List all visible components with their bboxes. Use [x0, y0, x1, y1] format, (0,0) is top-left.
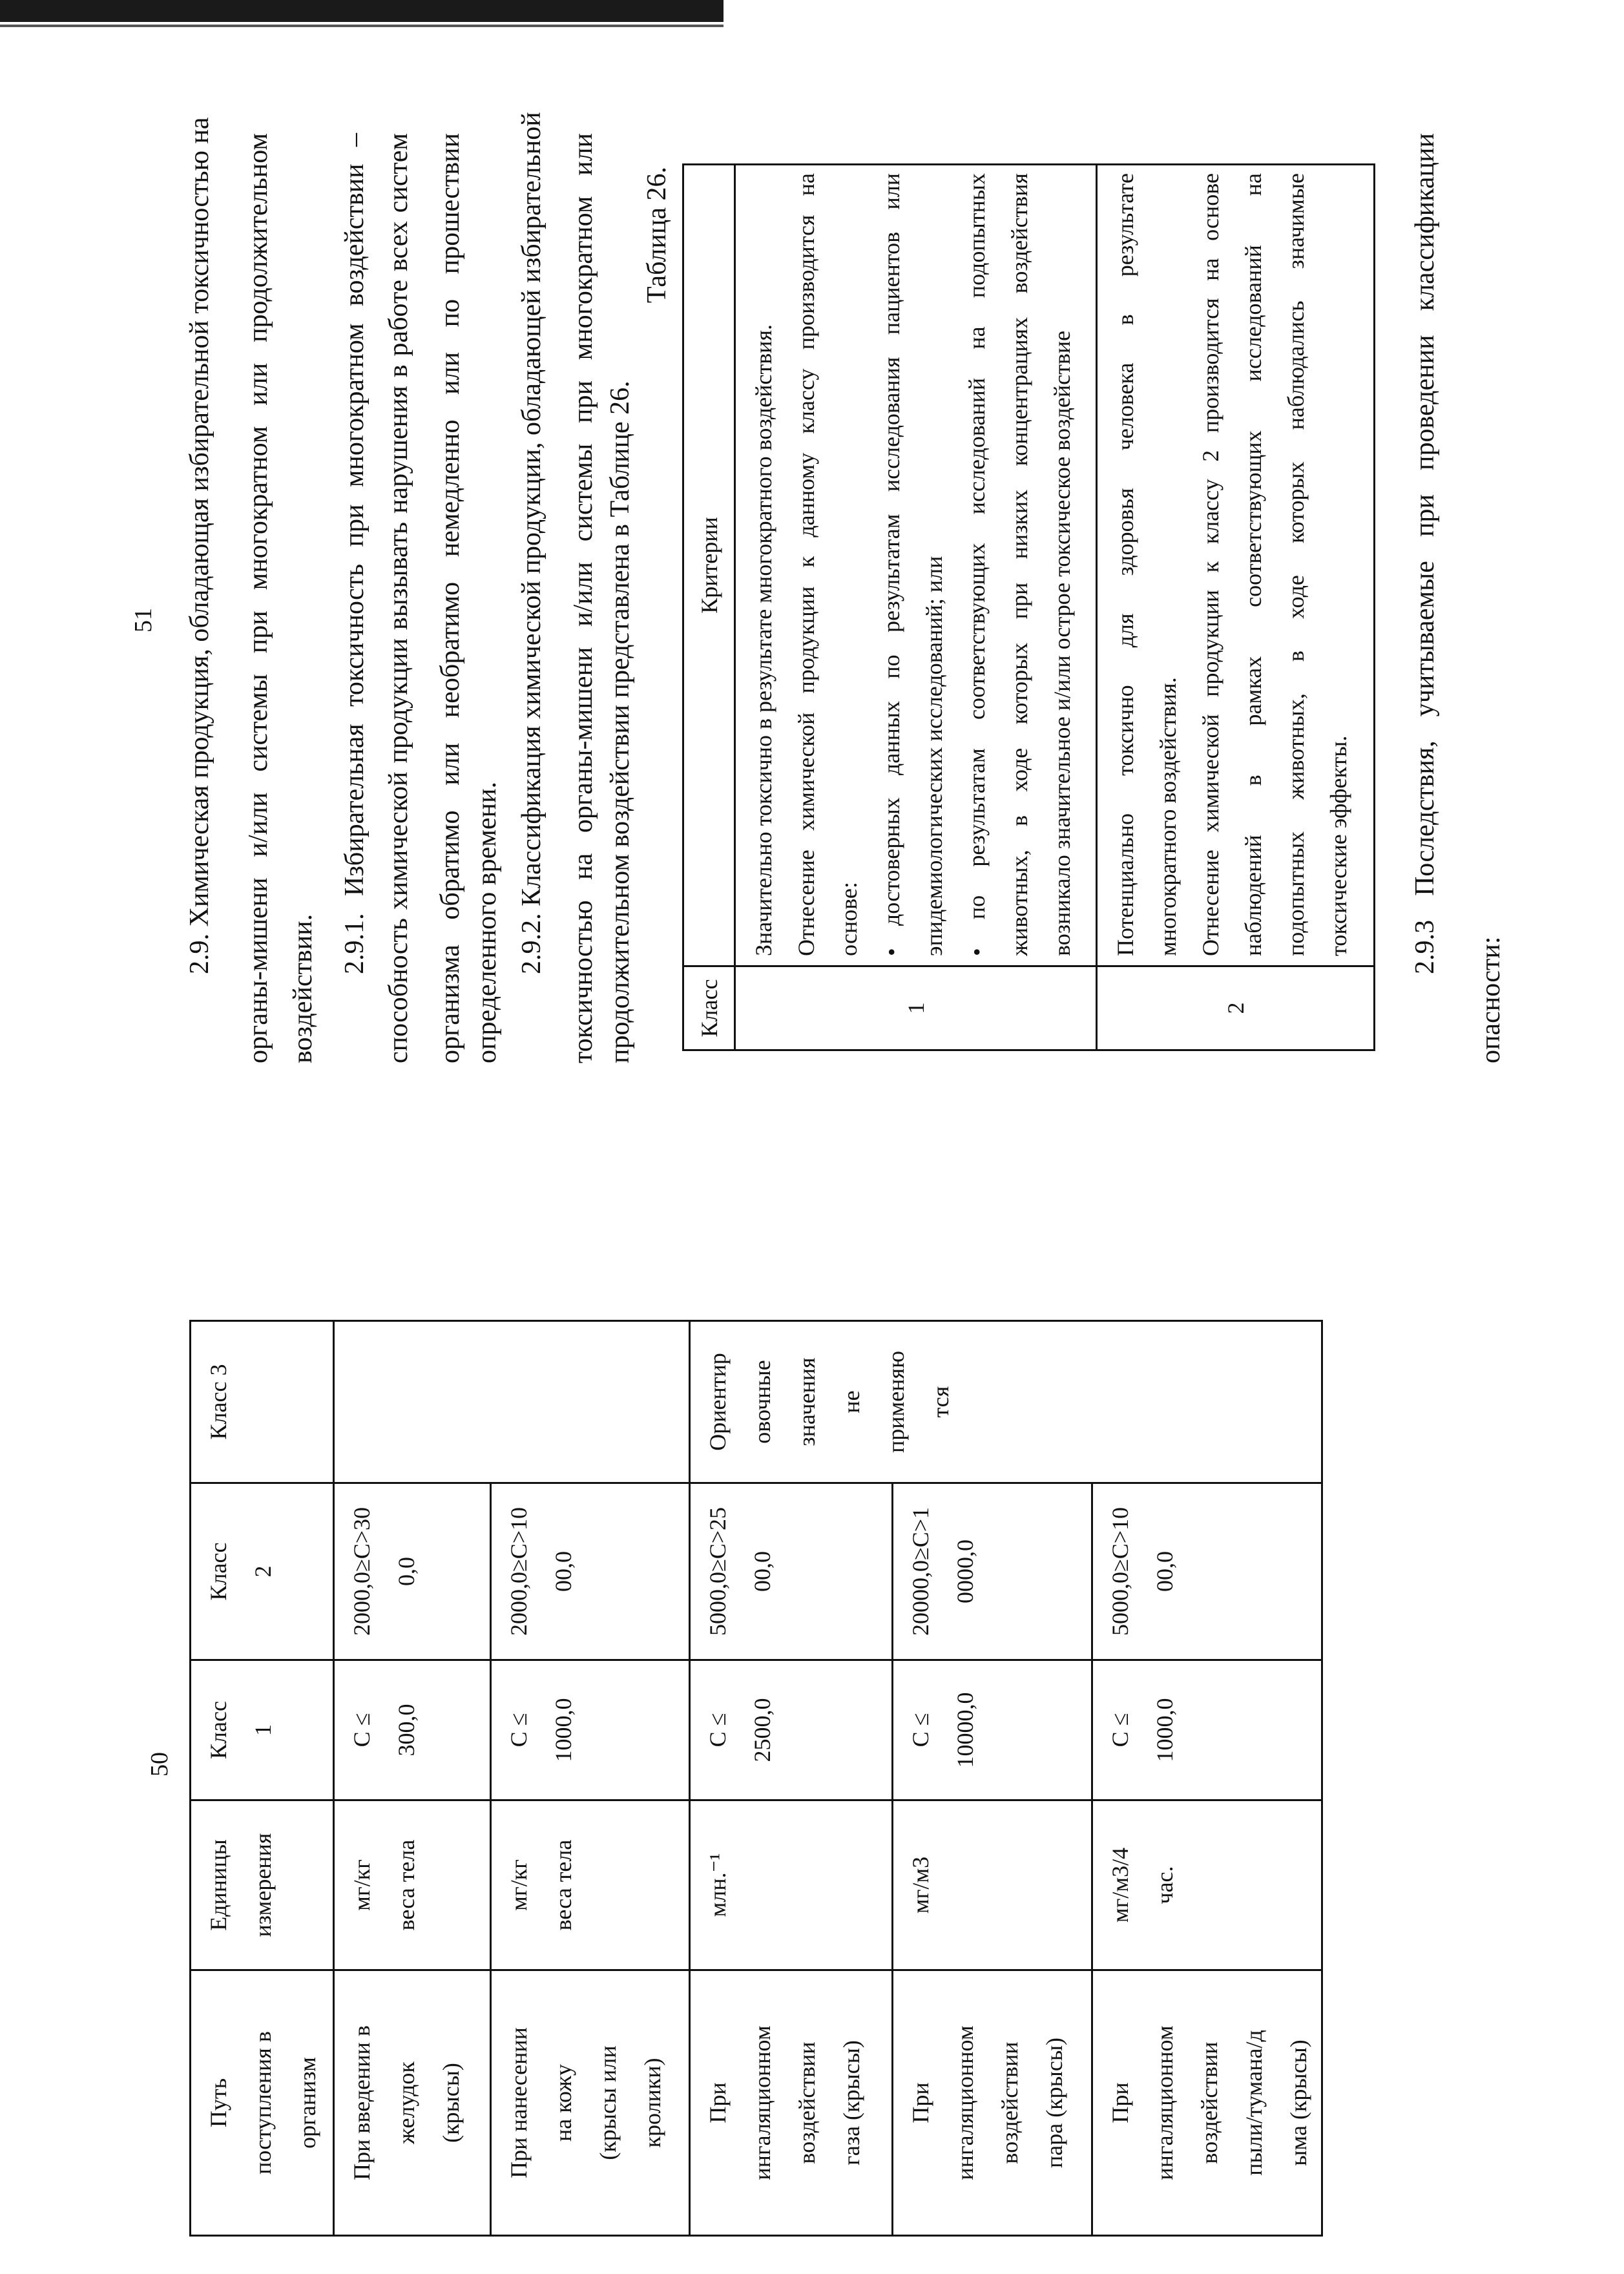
criteria-line: Значительно токсично в результате многократного воздействия.	[751, 324, 776, 956]
cell-text: применяю	[883, 1351, 909, 1454]
table-row	[690, 1321, 893, 2236]
table-caption: Таблица 26.	[642, 167, 672, 304]
criteria-line: наблюдений в рамках соответствующих исследований на	[1240, 173, 1266, 956]
cell-text: При нанесении	[506, 2027, 532, 2178]
table-row	[735, 165, 1097, 1050]
class3-note-cell	[690, 1321, 1322, 1483]
cell-text: пыли/тумана/д	[1241, 2030, 1267, 2176]
cell-text: 00,0	[550, 1551, 576, 1592]
criteria-line: • по результатам соответствующих исследований на подопытных	[964, 173, 990, 956]
cell-text: 300,0	[393, 1704, 419, 1757]
criteria-line: Отнесение химической продукции к классу 2 производится на основе	[1198, 173, 1223, 956]
unit-cell	[334, 1800, 491, 1970]
header-route	[191, 1970, 334, 2236]
cell-text: ингаляционном	[749, 2025, 775, 2180]
cell-text: При	[705, 2082, 731, 2123]
header-text: 1	[250, 1724, 276, 1736]
class2-cell	[1092, 1483, 1322, 1660]
route-cell	[1092, 1970, 1322, 2236]
cell-text: 2000,0≥C>10	[506, 1507, 532, 1636]
cell-text: 10000,0	[952, 1692, 978, 1768]
cell-text: 2000,0≥C>30	[349, 1507, 375, 1636]
paragraph-line: 2.9.1. Избирательная токсичность при многократном воздействии –	[340, 133, 370, 974]
route-cell	[491, 1970, 690, 2236]
header-class3	[191, 1321, 334, 1483]
class3-empty-cell	[334, 1321, 690, 1483]
table-26	[682, 163, 1375, 1051]
header-text: Путь	[205, 2078, 231, 2128]
header-text: организм	[295, 2057, 320, 2149]
criteria-line: возникало значительное и/или острое токсическое воздействие	[1049, 330, 1075, 956]
cell-text: ингаляционном	[952, 2025, 978, 2180]
paragraph-line: органы-мишени и/или системы при многократном или продолжительном	[244, 133, 273, 1063]
header-text: поступления в	[250, 2031, 276, 2175]
header-unit	[191, 1800, 334, 1970]
cell-text: газа (крысы)	[838, 2040, 864, 2165]
paragraph-line: определенного времени.	[472, 782, 502, 1063]
header-text: Класс	[205, 1542, 231, 1601]
class1-cell	[491, 1660, 690, 1800]
class1-cell	[334, 1660, 491, 1800]
paragraph-line: организма обратимо или необратимо немедленно или по прошествии	[435, 133, 465, 1063]
cell-text: C ≤	[1107, 1713, 1133, 1747]
unit-cell	[491, 1800, 690, 1970]
header-class1	[191, 1660, 334, 1800]
paragraph-line: опасности:	[1476, 936, 1506, 1063]
cell-text: тся	[928, 1386, 953, 1418]
cell-text: 2500,0	[749, 1698, 775, 1762]
paragraph-line: 2.9.2. Классификация химической продукции, обладающей избирательной	[517, 112, 547, 974]
cell-text: веса тела	[393, 1839, 419, 1931]
exposure-classification-table	[189, 1320, 1323, 2237]
header-text: Класс 3	[205, 1364, 231, 1440]
cell-text: веса тела	[550, 1839, 576, 1931]
class1-cell	[1092, 1660, 1322, 1800]
cell-text: C ≤	[705, 1713, 731, 1747]
cell-text: 00,0	[749, 1551, 775, 1592]
cell-text: 20000,0≥C>1	[908, 1507, 933, 1636]
cell-text: 00,0	[1152, 1551, 1178, 1592]
cell-text: ингаляционном	[1152, 2025, 1178, 2180]
class-cell: 1	[735, 966, 1097, 1050]
paragraph-line: токсичностью на органы-мишени и/или системы при многократном или	[568, 133, 598, 1063]
cell-text: пара (крысы)	[1041, 2037, 1067, 2169]
cell-text: При	[1107, 2082, 1133, 2123]
cell-text: мг/м3/4	[1107, 1847, 1133, 1923]
cell-text: млн.⁻¹	[705, 1853, 731, 1917]
table-header-row	[191, 1321, 334, 2236]
cell-text: мг/кг	[349, 1859, 375, 1911]
cell-text: C ≤	[349, 1713, 375, 1747]
paragraph-line: воздействии.	[288, 913, 318, 1063]
header-class2	[191, 1483, 334, 1660]
route-cell	[893, 1970, 1092, 2236]
route-cell	[334, 1970, 491, 2236]
scan-edge-band	[0, 0, 724, 22]
cell-text: воздействии	[794, 2041, 820, 2164]
header-text: Класс	[205, 1701, 231, 1759]
cell-text: на кожу	[550, 2064, 576, 2142]
cell-text: 1000,0	[550, 1698, 576, 1762]
cell-text: час.	[1152, 1866, 1178, 1904]
class1-cell	[690, 1660, 893, 1800]
table-row	[334, 1321, 491, 2236]
cell-text: 5000,0≥C>10	[1107, 1507, 1133, 1636]
cell-text: При введении в	[349, 2025, 375, 2180]
criteria-line: • достоверных данных по результатам исследования пациентов или	[879, 173, 904, 956]
paragraph-line: 2.9. Химическая продукция, обладающая избирательной токсичностью на	[185, 117, 214, 974]
route-cell	[690, 1970, 893, 2236]
cell-text: (крысы или	[595, 2045, 621, 2160]
header-text: Единицы	[205, 1839, 231, 1931]
cell-text: не	[838, 1390, 864, 1413]
cell-text: 0,0	[393, 1557, 419, 1586]
header-text: измерения	[250, 1833, 276, 1937]
unit-cell	[690, 1800, 893, 1970]
cell-text: желудок	[393, 2061, 419, 2144]
class2-cell	[690, 1483, 893, 1660]
criteria-line: эпидемиологических исследований; или	[921, 556, 947, 956]
header-class: Класс	[683, 966, 735, 1050]
criteria-line: многократного воздействия.	[1155, 677, 1181, 956]
criteria-cell	[735, 165, 1097, 966]
table-row	[1097, 165, 1375, 1050]
cell-text: значения	[794, 1357, 820, 1446]
unit-cell	[893, 1800, 1092, 1970]
cell-text: 5000,0≥C>25	[705, 1507, 731, 1636]
criteria-line: Потенциально токсично для здоровья человека в результате	[1112, 173, 1138, 956]
criteria-cell	[1097, 165, 1375, 966]
table-header-row	[683, 165, 735, 1050]
cell-text: воздействии	[1196, 2041, 1222, 2164]
page-number: 51	[130, 608, 157, 632]
cell-text: C ≤	[908, 1713, 933, 1747]
cell-text: кролики)	[640, 2058, 665, 2148]
paragraph-line: продолжительном воздействии представлена в Таблице 26.	[605, 381, 635, 1063]
criteria-line: основе:	[836, 882, 862, 956]
criteria-line: токсические эффекты.	[1326, 735, 1351, 956]
header-criteria: Критерии	[683, 165, 735, 966]
paragraph-line: 2.9.3 Последствия, учитываемые при проведении классификации	[1410, 133, 1440, 974]
class2-cell	[334, 1483, 491, 1660]
criteria-line: подопытных животных, в ходе которых наблюдались значимые	[1283, 173, 1309, 956]
cell-text: мг/кг	[506, 1859, 532, 1911]
cell-text: (крысы)	[438, 2063, 464, 2143]
cell-text: Ориентир	[705, 1353, 731, 1451]
cell-text: ыма (крысы)	[1286, 2039, 1311, 2166]
cell-text: 1000,0	[1152, 1698, 1178, 1762]
paragraph-line: способность химической продукции вызывать нарушения в работе всех систем	[384, 133, 413, 1063]
cell-text: 0000,0	[952, 1539, 978, 1603]
cell-text: C ≤	[506, 1713, 532, 1747]
unit-cell	[1092, 1800, 1322, 1970]
class2-cell	[491, 1483, 690, 1660]
criteria-line: Отнесение химической продукции к данному классу производится на	[793, 173, 819, 956]
cell-text: воздействии	[997, 2041, 1023, 2164]
cell-text: При	[908, 2082, 933, 2123]
criteria-line: животных, в ходе которых при низких концентрациях воздействия	[1006, 173, 1032, 956]
cell-text: овочные	[749, 1360, 775, 1444]
class-cell: 2	[1097, 966, 1375, 1050]
class2-cell	[893, 1483, 1092, 1660]
scan-edge-line	[0, 25, 724, 27]
cell-text: мг/м3	[908, 1856, 933, 1914]
header-text: 2	[250, 1565, 276, 1578]
class1-cell	[893, 1660, 1092, 1800]
page-number: 50	[146, 1752, 173, 1777]
